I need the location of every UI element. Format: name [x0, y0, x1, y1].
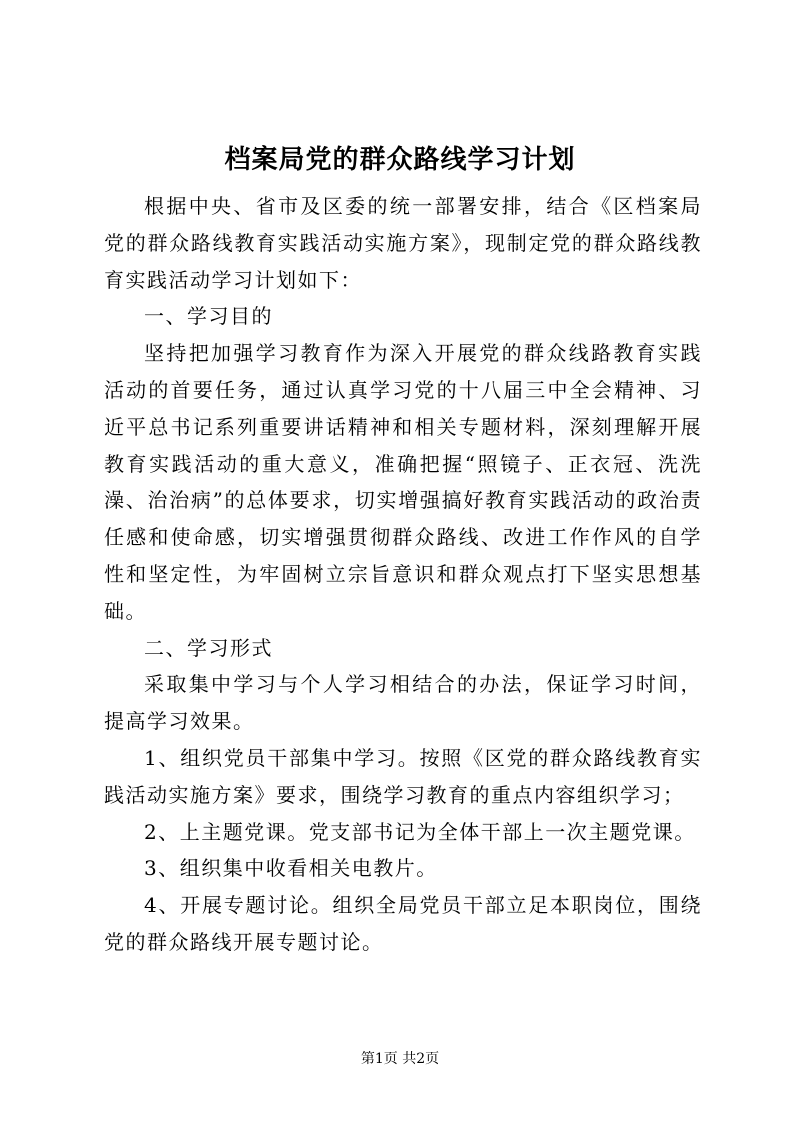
paragraph-intro: 根据中央、省市及区委的统一部署安排，结合《区档案局党的群众路线教育实践活动实施方案》，现制定党的群众路线教育实践活动学习计划如下： — [104, 194, 702, 292]
list-item-3: 3、组织集中收看相关电教片。 — [144, 856, 438, 881]
paragraph-purpose: 坚持把加强学习教育作为深入开展党的群众线路教育实践活动的首要任务，通过认真学习党的十八届三中全会精神、习近平总书记系列重要讲话精神和相关专题材料，深刻理解开展教育实践活动的重大意义，准确把握“照镜子、正衣冠、洗洗澡、治治病”的总体要求，切实增强搞好教育实践活动的政治责任感和使命感，切实增强贯彻群众路线、改进工作作风的自学性和坚定性，为牢固树立宗旨意识和群众观点打下坚实思想基础。 — [104, 341, 702, 623]
document-body — [104, 188, 702, 961]
page-footer: 第1页 共2页 — [360, 1051, 440, 1067]
paragraph-form: 采取集中学习与个人学习相结合的办法，保证学习时间，提高学习效果。 — [104, 672, 702, 734]
section-heading-2: 二、学习形式 — [144, 635, 273, 660]
section-heading-1: 一、学习目的 — [144, 304, 273, 329]
list-item-4: 4、开展专题讨论。组织全局党员干部立足本职岗位，围绕党的群众路线开展专题讨论。 — [104, 893, 702, 954]
list-item-1: 1、组织党员干部集中学习。按照《区党的群众路线教育实践活动实施方案》要求，围绕学习教育的重点内容组织学习； — [104, 745, 702, 807]
list-item-2: 2、上主题党课。党支部书记为全体干部上一次主题党课。 — [144, 819, 696, 844]
document-title: 档案局党的群众路线学习计划 — [224, 145, 576, 175]
